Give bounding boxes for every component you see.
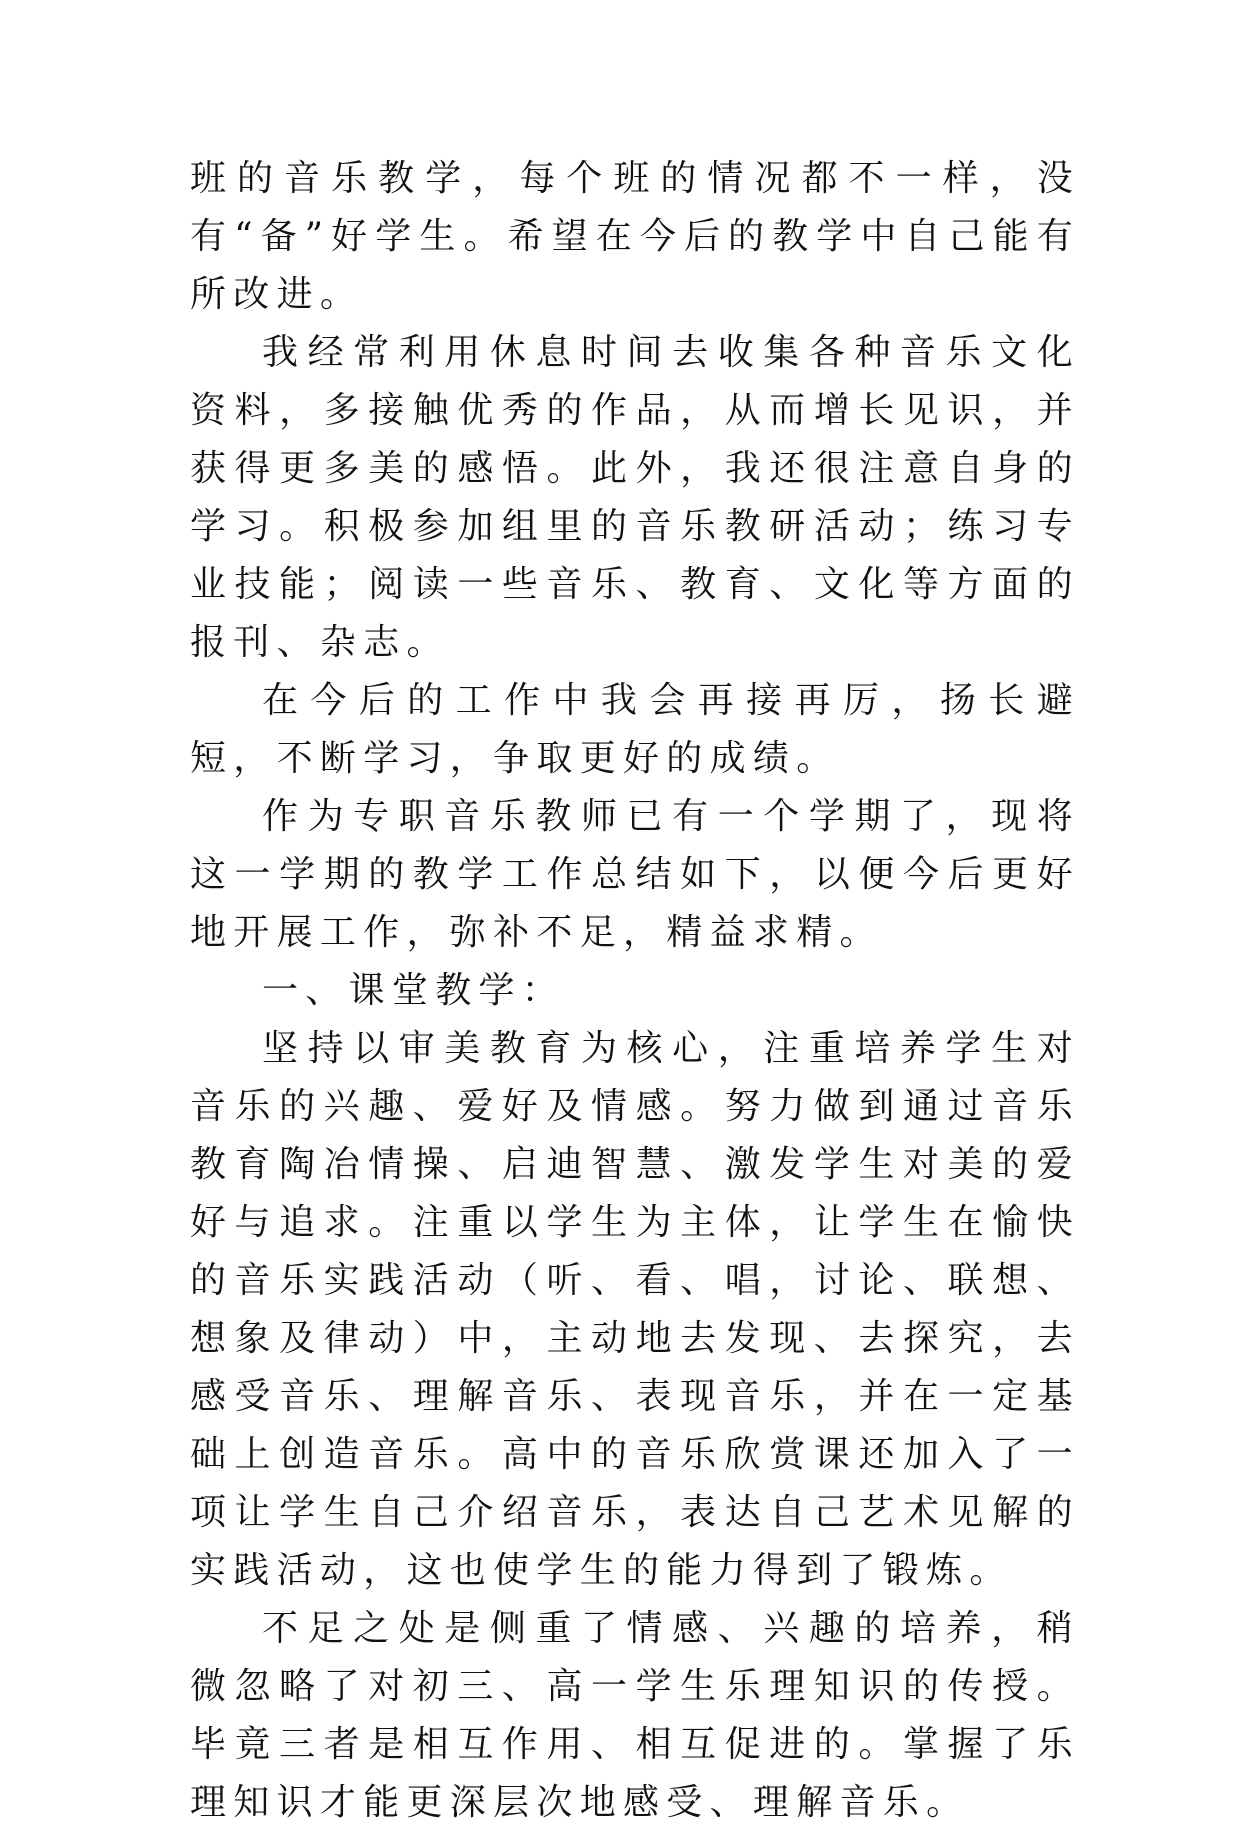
text-line: 志。 (363, 622, 450, 663)
document-body (190, 150, 1080, 1832)
text-line: 作为专职音乐教师已有一个学期了，现将这一学期的教 (190, 796, 1080, 895)
text-line: 促进的。掌握了乐理知识才能更深层次地感受、理解音乐。 (190, 1724, 1080, 1823)
text-line: 争取更好的成绩。 (493, 738, 840, 779)
paragraph-self-study (190, 324, 1080, 672)
text-line: 希望在今后的教学中自己能有所改进。 (190, 216, 1080, 315)
text-line: 班的音乐教学，每个班的情况都不一样，没有“备”好学生。 (190, 158, 1080, 257)
paragraph-shortcomings (190, 1600, 1080, 1832)
text-line: 激发学生对美的爱好与追求。注重以学生为主体，让学生在 (190, 1144, 1080, 1243)
text-line: 坚持以审美教育为核心，注重培养学生对音乐的兴趣、 (190, 1028, 1080, 1127)
text-line: 优秀的作品，从而增长见识，并获得更多美的感悟。此外， (190, 390, 1080, 489)
text-line: 一、课堂教学： (262, 970, 566, 1011)
text-line: 加入了一项让学生自己介绍音乐，表达自己艺术见解的实践 (190, 1434, 1080, 1591)
paragraph-continuation (190, 150, 1080, 324)
text-line: 益求精。 (709, 912, 883, 953)
text-line: 愉快的音乐实践活动（听、看、唱，讨论、联想、想象及律 (190, 1202, 1080, 1359)
paragraph-summary-intro (190, 788, 1080, 962)
text-line: 表现音乐，并在一定基础上创造音乐。高中的音乐欣赏课还 (190, 1376, 1080, 1475)
text-line: 三、高一学生乐理知识的传授。毕竟三者是相互作用、相互 (190, 1666, 1080, 1765)
paragraph-aesthetic-education (190, 1020, 1080, 1600)
section-heading-classroom-teaching (190, 962, 1080, 1020)
text-line: 不足之处是侧重了情感、兴趣的培养，稍微忽略了对初 (190, 1608, 1080, 1707)
text-line: 习专业技能；阅读一些音乐、教育、文化等方面的报刊、杂 (190, 506, 1080, 663)
paragraph-future-work (190, 672, 1080, 788)
text-line: 爱好及情感。努力做到通过音乐教育陶冶情操、启迪智慧、 (190, 1086, 1080, 1185)
text-line: 在今后的工作中我会再接再厉，扬长避短，不断学习， (190, 680, 1080, 779)
text-line: 活动，这也使学生的能力得到了锻炼。 (276, 1550, 1013, 1591)
text-line: 我经常利用休息时间去收集各种音乐文化资料，多接触 (190, 332, 1080, 431)
text-line: 学工作总结如下，以便今后更好地开展工作，弥补不足，精 (190, 854, 1080, 953)
text-line: 我还很注意自身的学习。积极参加组里的音乐教研活动；练 (190, 448, 1080, 547)
text-line: 动）中，主动地去发现、去探究，去感受音乐、理解音乐、 (190, 1318, 1080, 1417)
